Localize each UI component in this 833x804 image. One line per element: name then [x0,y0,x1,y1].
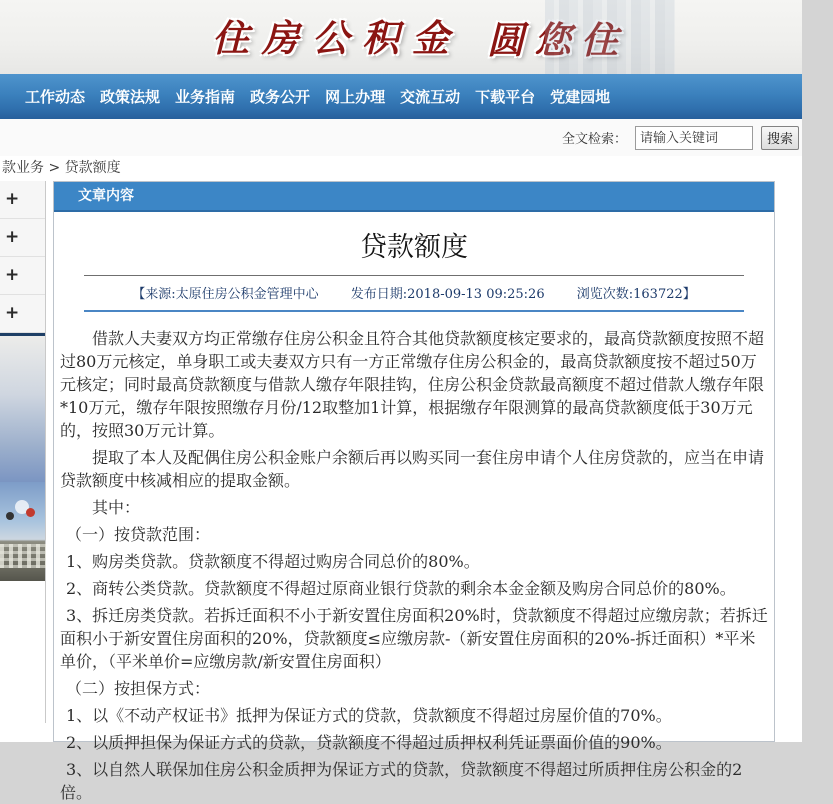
nav-item-policies[interactable]: 政策法规 [100,88,161,106]
meta-publish-date: 发布日期:2018-09-13 09:25:26 [350,287,545,302]
search-button[interactable]: 搜索 [761,126,799,150]
building-windows [0,544,46,568]
nav-item-work-news[interactable]: 工作动态 [25,88,86,106]
sidebar-accordion-item[interactable] [0,257,45,295]
nav-item-party-building[interactable]: 党建园地 [550,88,611,106]
article-meta [84,275,744,312]
paragraph: （二）按担保方式： [66,679,211,698]
paragraph: 其中： [92,498,141,517]
paragraph: 借款人夫妻双方均正常缴存住房公积金且符合其他贷款额度核定要求的，最高贷款额度按照不超过80万元核定，单身职工或夫妻双方只有一方正常缴存住房公积金的，最高贷款额度按不超过50万元核定；同时最高贷款额度与借款人缴存年限挂钩，住房公积金贷款最高额度不超过借款人缴存年限*10万元，缴存年限按照缴存月份/12取整加1计算，根据缴存年限测算的最高贷款额度低于30万元的，按照30万元计算。 [60,329,765,440]
search-input[interactable] [635,126,753,150]
breadcrumb[interactable]: 款业务 > 贷款额度 [2,160,121,176]
article-body [60,327,768,804]
meta-source: 【来源:太原住房公积金管理中心 [132,287,319,302]
sidebar-banner-photo [0,482,45,581]
paragraph: 1、购房类贷款。贷款额度不得超过购房合同总价的80%。 [66,552,480,571]
nav-item-gov-disclosure[interactable]: 政务公开 [250,88,311,106]
section-header-bar: 文章内容 [54,182,774,212]
sidebar-accordion-item[interactable] [0,295,45,333]
sidebar-banner-gradient [0,336,45,482]
paragraph: 提取了本人及配偶住房公积金账户余额后再以购买同一套住房申请个人住房贷款的，应当在申请贷款额度中核减相应的提取金额。 [60,448,765,490]
nav-item-online-service[interactable]: 网上办理 [325,88,386,106]
plus-icon: + [5,303,20,323]
sidebar-accordion-item[interactable] [0,219,45,257]
window-gutter [802,0,833,742]
banner-city-photo [640,0,802,74]
search-label: 全文检索： [561,132,627,147]
nav-item-home-cutoff[interactable] [0,86,10,107]
page-title: 贷款额度 [360,232,468,263]
paragraph: 3、拆迁房类贷款。若拆迁面积不小于新安置住房面积20%时，贷款额度不得超过应缴房款；若拆迁面积小于新安置住房面积的20%，贷款额度≤应缴房款-（新安置住房面积的20%-拆迁面积）*平米单价，（平米单价=应缴房款/新安置住房面积） [60,606,768,671]
plus-icon: + [5,265,20,285]
site-banner [0,0,802,74]
search-bar [0,119,802,156]
nav-item-download-platform[interactable]: 下载平台 [475,88,536,106]
paragraph: 2、以质押担保为保证方式的贷款，贷款额度不得超过质押权利凭证票面价值的90%。 [66,733,672,752]
main-nav [0,74,802,119]
plus-icon: + [5,189,20,209]
banner-slogan-right: 圆您住 [487,18,628,62]
figure-dot [6,512,14,520]
sidebar-menu [0,181,46,723]
figure-dot [26,508,35,517]
paragraph: （一）按贷款范围： [66,525,211,544]
article-panel [53,181,775,802]
banner-slogan-left: 住房公积金 [212,16,462,60]
plus-icon: + [5,227,20,247]
nav-item-interaction[interactable]: 交流互动 [400,88,461,106]
nav-item-business-guide[interactable]: 业务指南 [175,88,236,106]
paragraph: 3、以自然人联保加住房公积金质押为保证方式的贷款，贷款额度不得超过所质押住房公积金的2倍。 [60,760,743,802]
sidebar-accordion-item[interactable] [0,181,45,219]
paragraph: 2、商转公类贷款。贷款额度不得超过原商业银行贷款的剩余本金金额及购房合同总价的80%。 [66,579,736,598]
meta-view-count: 浏览次数:163722】 [576,287,696,302]
paragraph: 1、以《不动产权证书》抵押为保证方式的贷款，贷款额度不得超过房屋价值的70%。 [66,706,672,725]
